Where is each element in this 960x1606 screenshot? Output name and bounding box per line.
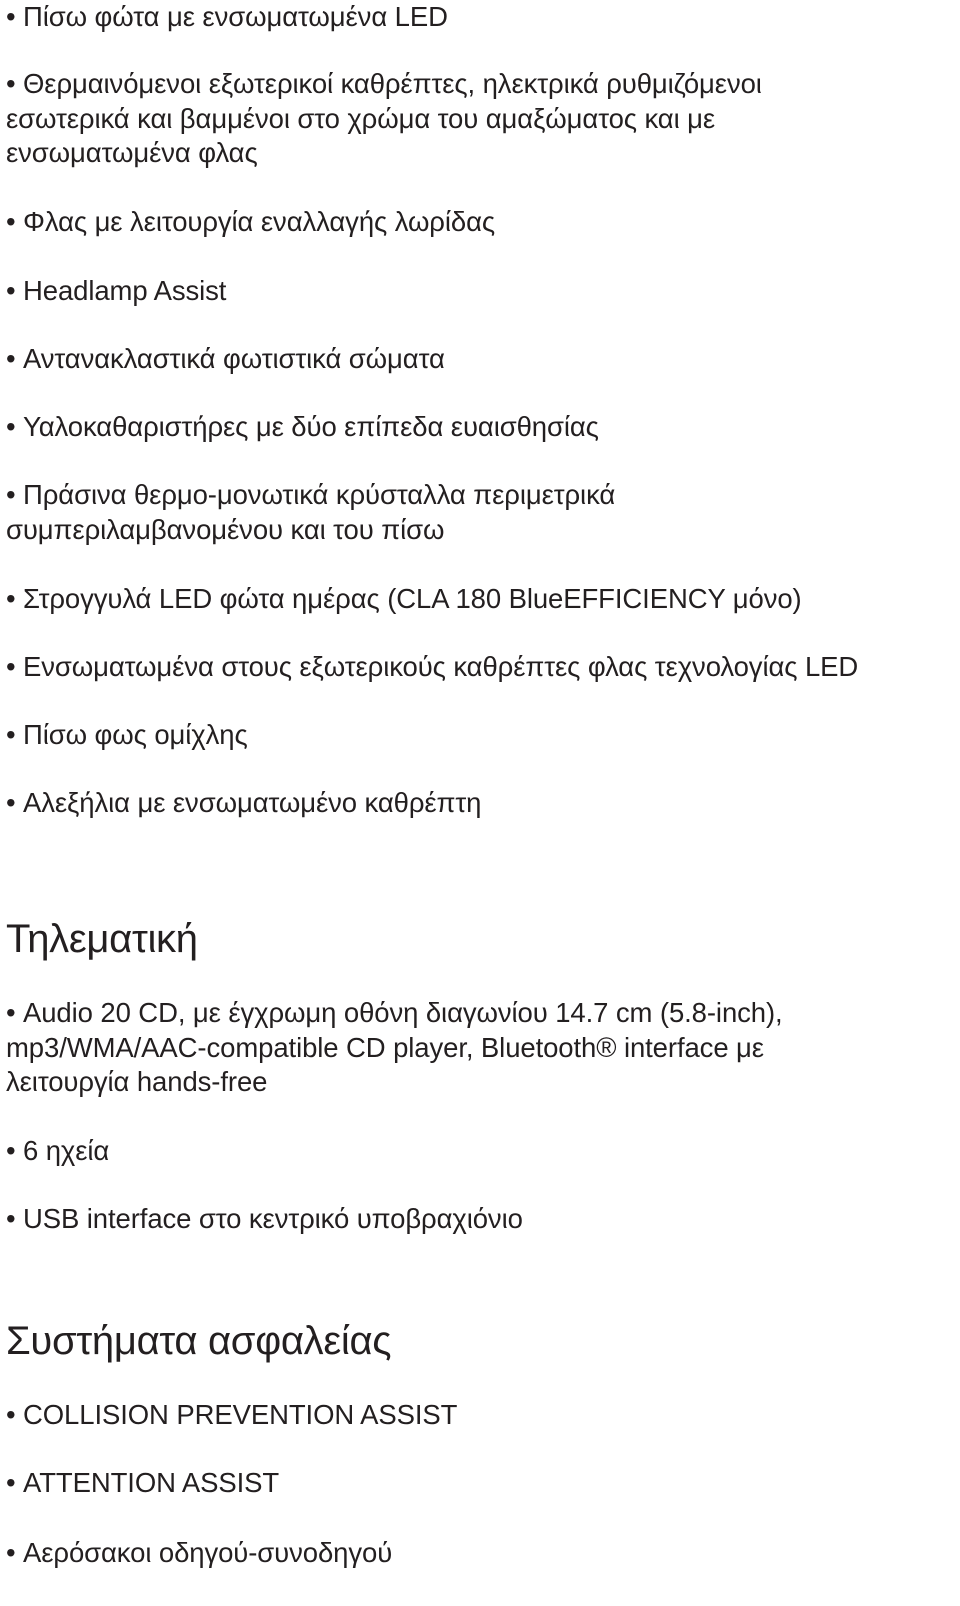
bullet: •: [6, 1, 16, 32]
list-item: [6, 342, 956, 377]
list-item: [6, 205, 956, 240]
item-text: COLLISION PREVENTION ASSIST: [23, 1399, 458, 1430]
item-text-continued: mp3/WMA/AAC-compatible CD player, Bluetooth® interface με: [6, 1031, 764, 1063]
list-item: [6, 718, 956, 753]
item-text: Headlamp Assist: [23, 275, 227, 306]
item-text: ATTENTION ASSIST: [23, 1467, 280, 1498]
list-item: [6, 650, 956, 685]
bullet: •: [6, 68, 16, 99]
item-text: Πράσινα θερμο-μονωτικά κρύσταλλα περιμετρικά: [23, 479, 616, 510]
item-text: Ενσωματωμένα στους εξωτερικούς καθρέπτες φλας τεχνολογίας LED: [23, 651, 859, 682]
list-item: [6, 1466, 956, 1501]
item-text: Audio 20 CD, με έγχρωμη οθόνη διαγωνίου 14.7 cm (5.8-inch),: [23, 997, 783, 1028]
item-text: Αντανακλαστικά φωτιστικά σώματα: [23, 343, 445, 374]
bullet: •: [6, 787, 16, 818]
list-item: [6, 1202, 956, 1237]
list-item: [6, 0, 956, 35]
item-text-continued: εσωτερικά και βαμμένοι στο χρώμα του αμαξώματος και με: [6, 102, 716, 134]
item-text: Στρογγυλά LED φώτα ημέρας (CLA 180 BlueEFFICIENCY μόνο): [23, 583, 802, 614]
section-heading-safety-systems: Συστήματα ασφαλείας: [6, 1319, 392, 1363]
item-text: Πίσω φώτα με ενσωματωμένα LED: [23, 1, 448, 32]
bullet: •: [6, 275, 16, 306]
list-item: [6, 1134, 956, 1169]
list-item: [6, 582, 956, 617]
item-text: Αλεξήλια με ενσωματωμένο καθρέπτη: [23, 787, 482, 818]
bullet: •: [6, 719, 16, 750]
bullet: •: [6, 411, 16, 442]
bullet: •: [6, 651, 16, 682]
item-text: Θερμαινόμενοι εξωτερικοί καθρέπτες, ηλεκτρικά ρυθμιζόμενοι: [23, 68, 762, 99]
list-item: [6, 478, 956, 547]
list-item: [6, 274, 956, 309]
list-item: [6, 410, 956, 445]
item-text-continued: συμπεριλαμβανομένου και του πίσω: [6, 513, 445, 545]
bullet: •: [6, 997, 16, 1028]
section-heading-telematics: Τηλεματική: [6, 917, 198, 961]
bullet: •: [6, 1135, 16, 1166]
list-item: [6, 67, 956, 171]
bullet: •: [6, 1467, 16, 1498]
list-item: [6, 1536, 956, 1571]
item-text: USB interface στο κεντρικό υποβραχιόνιο: [23, 1203, 523, 1234]
list-item: [6, 1398, 956, 1433]
bullet: •: [6, 479, 16, 510]
item-text: 6 ηχεία: [23, 1135, 110, 1166]
item-text: Πίσω φως ομίχλης: [23, 719, 248, 750]
bullet: •: [6, 343, 16, 374]
item-text: Αερόσακοι οδηγού-συνοδηγού: [23, 1537, 393, 1568]
item-text-continued: λειτουργία hands-free: [6, 1066, 268, 1097]
list-item: [6, 996, 956, 1100]
list-item: [6, 786, 956, 821]
item-text-continued: ενσωματωμένα φλας: [6, 137, 258, 168]
bullet: •: [6, 583, 16, 614]
item-text: Φλας με λειτουργία εναλλαγής λωρίδας: [23, 206, 496, 237]
bullet: •: [6, 1399, 16, 1430]
bullet: •: [6, 206, 16, 237]
bullet: •: [6, 1537, 16, 1568]
item-text: Υαλοκαθαριστήρες με δύο επίπεδα ευαισθησίας: [23, 411, 599, 442]
bullet: •: [6, 1203, 16, 1234]
